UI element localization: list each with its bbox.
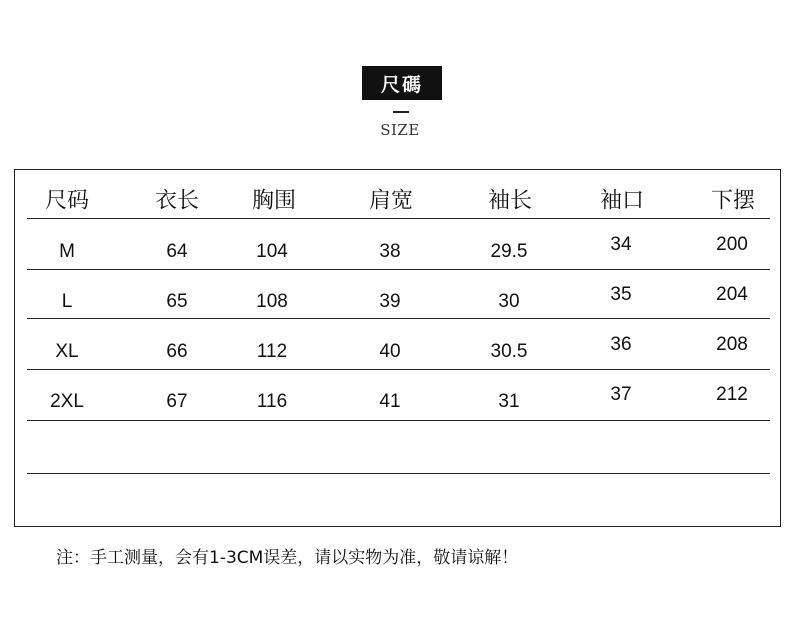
table-cell: 200 [716, 234, 748, 255]
table-cell: 112 [256, 341, 288, 362]
row-rule [27, 420, 770, 421]
table-cell: 204 [716, 284, 748, 305]
table-cell: M [59, 241, 75, 262]
header-cell: 袖口 [599, 188, 645, 214]
table-cell: 36 [610, 334, 632, 355]
header-cell: 尺码 [44, 188, 90, 214]
header-cell: 胸围 [251, 188, 297, 214]
row-rule [27, 318, 770, 319]
row-rule [27, 473, 770, 474]
table-cell: 108 [256, 291, 288, 312]
table-cell: 65 [166, 291, 188, 312]
measurement-note: 注：手工测量，会有1-3CM误差，请以实物为准，敬请谅解！ [56, 548, 519, 568]
header-cell: 袖长 [487, 188, 533, 214]
table-cell: 208 [716, 334, 748, 355]
row-rule [27, 369, 770, 370]
page-title: 尺碼 [362, 66, 442, 100]
header-cell: 肩宽 [368, 188, 414, 214]
table-cell: 31 [498, 391, 520, 412]
row-rule [27, 269, 770, 270]
table-cell: 40 [379, 341, 401, 362]
table-cell: 116 [256, 391, 288, 412]
table-cell: 66 [166, 341, 188, 362]
title-divider [393, 111, 409, 113]
table-cell: 37 [610, 384, 632, 405]
table-cell: 30.5 [490, 341, 528, 362]
table-cell: 2XL [50, 391, 84, 412]
table-cell: 64 [166, 241, 188, 262]
table-cell: 38 [379, 241, 401, 262]
table-cell: 212 [716, 384, 748, 405]
table-cell: XL [55, 341, 79, 362]
table-cell: L [61, 291, 73, 312]
table-cell: 39 [379, 291, 401, 312]
header-rule [27, 218, 770, 219]
page-subtitle: SIZE [380, 121, 420, 139]
table-cell: 67 [166, 391, 188, 412]
table-cell: 29.5 [490, 241, 528, 262]
table-cell: 30 [498, 291, 520, 312]
table-cell: 35 [610, 284, 632, 305]
table-cell: 104 [256, 241, 288, 262]
table-cell: 34 [610, 234, 632, 255]
table-cell: 41 [379, 391, 401, 412]
header-cell: 下摆 [710, 188, 756, 214]
header-cell: 衣长 [154, 188, 200, 214]
